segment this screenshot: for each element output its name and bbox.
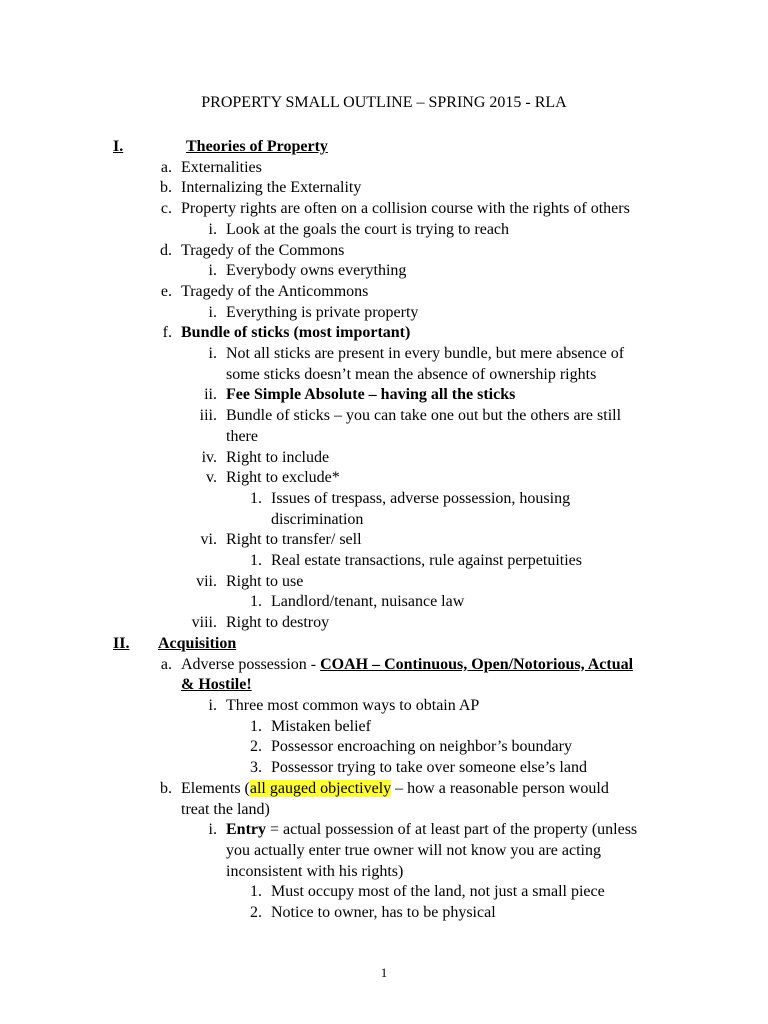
item-text-plain: – how a reasonable person would xyxy=(391,779,609,797)
page-number: 1 xyxy=(380,965,388,980)
subitem xyxy=(0,468,768,489)
subitem-text-bold: Entry xyxy=(226,821,266,839)
subitem-text-continued: inconsistent with his rights) xyxy=(226,862,404,880)
numbered-item xyxy=(0,592,768,613)
subitem-text xyxy=(217,820,637,841)
subitem xyxy=(0,820,768,841)
subitem-text: Look at the goals the court is trying to reach xyxy=(226,220,510,238)
subitem-text-continued: there xyxy=(226,427,258,445)
item-text-bold: COAH – Continuous, Open/Notorious, Actual xyxy=(320,655,634,673)
item-a xyxy=(0,655,768,676)
subitem-marker: i. xyxy=(208,696,217,714)
item-marker: d. xyxy=(160,241,172,259)
numbered-item xyxy=(0,758,768,779)
item-text: Tragedy of the Commons xyxy=(181,241,345,259)
subitem-text: Three most common ways to obtain AP xyxy=(226,696,480,714)
numbered-item xyxy=(0,882,768,903)
numbered-text: Must occupy most of the land, not just a small piece xyxy=(271,883,605,901)
item-text xyxy=(172,779,609,800)
section-heading-2 xyxy=(0,634,768,655)
numbered-marker: 2. xyxy=(250,738,262,756)
subitem-marker: i. xyxy=(208,220,217,238)
subitem-text: Not all sticks are present in every bundle, but mere absence of xyxy=(226,345,625,363)
item-marker: a. xyxy=(160,158,172,176)
item-marker: b. xyxy=(160,779,172,797)
numbered-item xyxy=(0,903,768,924)
subitem-text: Right to destroy xyxy=(226,614,330,632)
item-text-continued xyxy=(0,675,252,696)
numbered-text: Possessor encroaching on neighbor’s boundary xyxy=(271,738,572,756)
subitem-marker: iii. xyxy=(199,407,217,425)
subitem xyxy=(0,613,768,634)
numbered-text: Issues of trespass, adverse possession, housing xyxy=(271,489,571,507)
numbered-marker: 1. xyxy=(250,552,262,570)
item-text xyxy=(172,655,633,676)
subitem-marker: vi. xyxy=(200,531,217,549)
numbered-text-continued: discrimination xyxy=(271,510,364,528)
numbered-marker: 1. xyxy=(250,593,262,611)
numbered-text: Possessor trying to take over someone else’s land xyxy=(271,759,587,777)
section-title: Theories of Property xyxy=(186,138,328,155)
item-f xyxy=(0,323,768,344)
item-text-continued: treat the land) xyxy=(181,800,270,818)
item-a xyxy=(0,158,768,179)
numbered-marker: 1. xyxy=(250,883,262,901)
subitem-text: Right to use xyxy=(226,572,304,590)
item-e xyxy=(0,282,768,303)
item-b xyxy=(0,178,768,199)
subitem xyxy=(0,406,768,427)
highlighted-text: all gauged objectively xyxy=(249,779,392,797)
subitem-text: Right to exclude* xyxy=(226,469,340,487)
item-c xyxy=(0,199,768,220)
item-text: Internalizing the Externality xyxy=(181,179,362,197)
subitem-marker: vii. xyxy=(196,572,217,590)
subitem-marker: v. xyxy=(206,469,217,487)
item-marker: b. xyxy=(160,179,172,197)
subitem-marker: viii. xyxy=(191,614,217,632)
subitem-text: Everything is private property xyxy=(226,303,419,321)
section-heading-1 xyxy=(0,137,768,158)
subitem-marker: i. xyxy=(208,262,217,280)
subitem-marker: i. xyxy=(208,821,217,839)
subitem-marker: i. xyxy=(208,303,217,321)
subitem xyxy=(0,572,768,593)
subitem-marker: i. xyxy=(208,345,217,363)
item-text-plain: Elements ( xyxy=(181,779,250,797)
numbered-item xyxy=(0,737,768,758)
section-marker: I. xyxy=(113,138,124,155)
subitem-text: Bundle of sticks – you can take one out but the others are still xyxy=(226,407,622,425)
subitem-marker: iv. xyxy=(201,448,217,466)
item-text-plain: Adverse possession - xyxy=(181,655,321,673)
numbered-marker: 2. xyxy=(250,904,262,922)
outline xyxy=(0,137,768,924)
subitem xyxy=(0,696,768,717)
numbered-marker: 1. xyxy=(250,717,262,735)
subitem-text: Right to include xyxy=(226,448,330,466)
numbered-text: Landlord/tenant, nuisance law xyxy=(271,593,465,611)
subitem xyxy=(0,530,768,551)
item-text: Externalities xyxy=(181,158,262,176)
item-text-bold-continued: & Hostile! xyxy=(181,676,252,694)
subitem-text: Everybody owns everything xyxy=(226,262,407,280)
section-title: Acquisition xyxy=(158,634,237,652)
item-marker: c. xyxy=(160,200,172,218)
numbered-item xyxy=(0,717,768,738)
subitem xyxy=(0,385,768,406)
item-d xyxy=(0,241,768,262)
subitem-marker: ii. xyxy=(204,386,217,404)
numbered-marker: 3. xyxy=(250,759,262,777)
subitem-text-plain: = actual possession of at least part of the property (unless xyxy=(266,821,638,839)
subitem xyxy=(0,303,768,324)
subitem xyxy=(0,261,768,282)
item-text: Property rights are often on a collision course with the rights of others xyxy=(181,200,630,218)
item-marker: a. xyxy=(160,655,172,673)
item-text: Tragedy of the Anticommons xyxy=(181,282,369,300)
subitem xyxy=(0,220,768,241)
subitem-text: Fee Simple Absolute – having all the sticks xyxy=(226,386,516,404)
numbered-marker: 1. xyxy=(250,489,262,507)
subitem xyxy=(0,344,768,365)
subitem-text-continued: you actually enter true owner will not know you are acting xyxy=(226,841,601,859)
subitem xyxy=(0,448,768,469)
numbered-item xyxy=(0,551,768,572)
numbered-text: Real estate transactions, rule against perpetuities xyxy=(271,552,582,570)
item-text: Bundle of sticks (most important) xyxy=(181,324,411,342)
item-marker: e. xyxy=(160,282,172,300)
section-marker: II. xyxy=(113,634,130,652)
item-marker: f. xyxy=(162,324,172,342)
numbered-item xyxy=(0,489,768,510)
subitem-text: Right to transfer/ sell xyxy=(226,531,362,549)
item-b xyxy=(0,779,768,800)
subitem-text-continued: some sticks doesn’t mean the absence of ownership rights xyxy=(226,365,597,383)
page-title: PROPERTY SMALL OUTLINE – SPRING 2015 - RLA xyxy=(201,94,567,111)
numbered-text: Mistaken belief xyxy=(271,717,371,735)
numbered-text: Notice to owner, has to be physical xyxy=(271,904,496,922)
